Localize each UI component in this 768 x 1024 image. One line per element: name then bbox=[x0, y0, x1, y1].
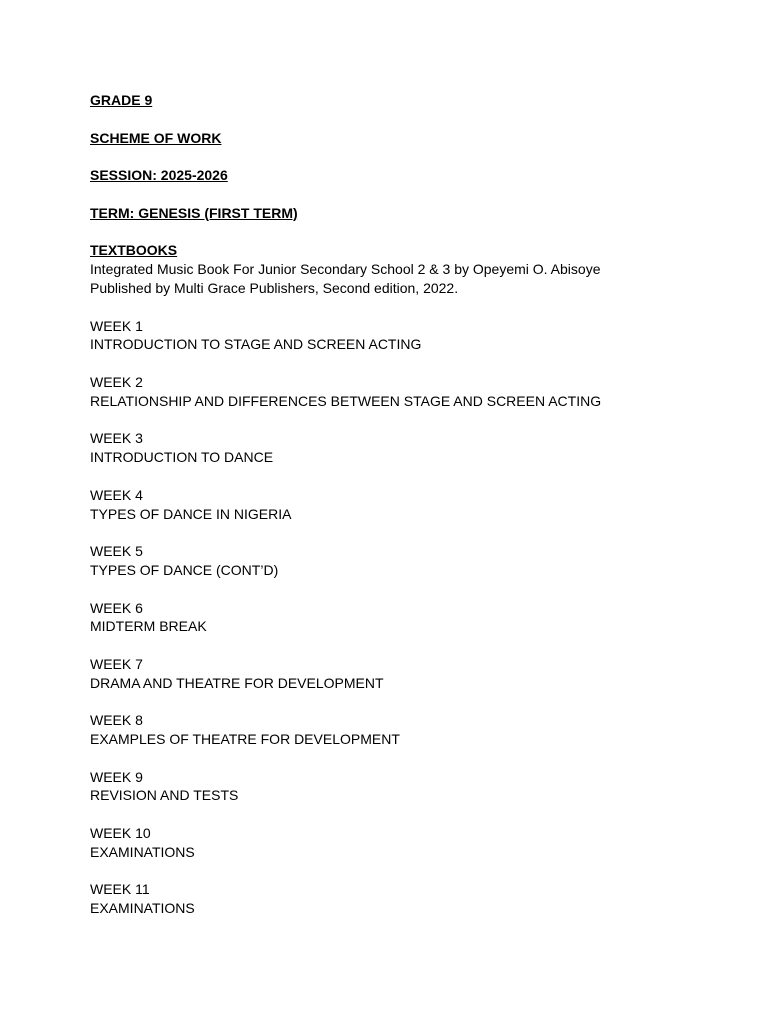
week-item bbox=[90, 429, 730, 467]
week-label: WEEK 4 bbox=[90, 486, 143, 503]
document-title: SCHEME OF WORK bbox=[90, 129, 222, 146]
week-item bbox=[90, 486, 730, 524]
week-topic: INTRODUCTION TO STAGE AND SCREEN ACTING bbox=[90, 336, 422, 353]
week-label: WEEK 11 bbox=[90, 881, 150, 898]
week-label: WEEK 3 bbox=[90, 430, 143, 447]
week-topic: INTRODUCTION TO DANCE bbox=[90, 449, 274, 466]
session-heading: SESSION: 2025-2026 bbox=[90, 167, 228, 184]
textbook-publisher-line: Published by Multi Grace Publishers, Second edition, 2022. bbox=[90, 279, 459, 296]
week-item bbox=[90, 711, 730, 749]
week-topic: EXAMINATIONS bbox=[90, 843, 195, 860]
textbooks-section bbox=[90, 241, 730, 297]
week-label: WEEK 2 bbox=[90, 373, 143, 390]
week-label: WEEK 1 bbox=[90, 317, 143, 334]
week-label: WEEK 7 bbox=[90, 655, 143, 672]
textbook-line: Integrated Music Book For Junior Secondary School 2 & 3 by Opeyemi O. Abisoye bbox=[90, 261, 601, 278]
term-heading: TERM: GENESIS (FIRST TERM) bbox=[90, 204, 298, 221]
title-block bbox=[90, 129, 730, 148]
week-topic: TYPES OF DANCE (CONT’D) bbox=[90, 561, 279, 578]
weeks-list bbox=[90, 317, 730, 919]
textbooks-heading: TEXTBOOKS bbox=[90, 242, 178, 259]
week-topic: REVISION AND TESTS bbox=[90, 787, 239, 804]
week-item bbox=[90, 373, 730, 411]
session-block bbox=[90, 166, 730, 185]
week-topic: EXAMPLES OF THEATRE FOR DEVELOPMENT bbox=[90, 731, 400, 748]
week-topic: TYPES OF DANCE IN NIGERIA bbox=[90, 505, 292, 522]
week-label: WEEK 9 bbox=[90, 768, 143, 785]
term-block bbox=[90, 204, 730, 223]
document-page bbox=[90, 91, 730, 937]
week-label: WEEK 10 bbox=[90, 825, 151, 842]
week-item bbox=[90, 317, 730, 355]
grade-block bbox=[90, 91, 730, 110]
week-topic: DRAMA AND THEATRE FOR DEVELOPMENT bbox=[90, 674, 384, 691]
week-topic: RELATIONSHIP AND DIFFERENCES BETWEEN STAGE AND SCREEN ACTING bbox=[90, 392, 602, 409]
week-item bbox=[90, 824, 730, 862]
week-label: WEEK 8 bbox=[90, 712, 143, 729]
week-topic: EXAMINATIONS bbox=[90, 900, 195, 917]
week-item bbox=[90, 768, 730, 806]
week-label: WEEK 6 bbox=[90, 599, 143, 616]
week-item bbox=[90, 542, 730, 580]
week-item bbox=[90, 655, 730, 693]
grade-heading: GRADE 9 bbox=[90, 92, 153, 108]
week-topic: MIDTERM BREAK bbox=[90, 618, 207, 635]
week-label: WEEK 5 bbox=[90, 543, 143, 560]
week-item bbox=[90, 599, 730, 637]
week-item bbox=[90, 880, 730, 918]
